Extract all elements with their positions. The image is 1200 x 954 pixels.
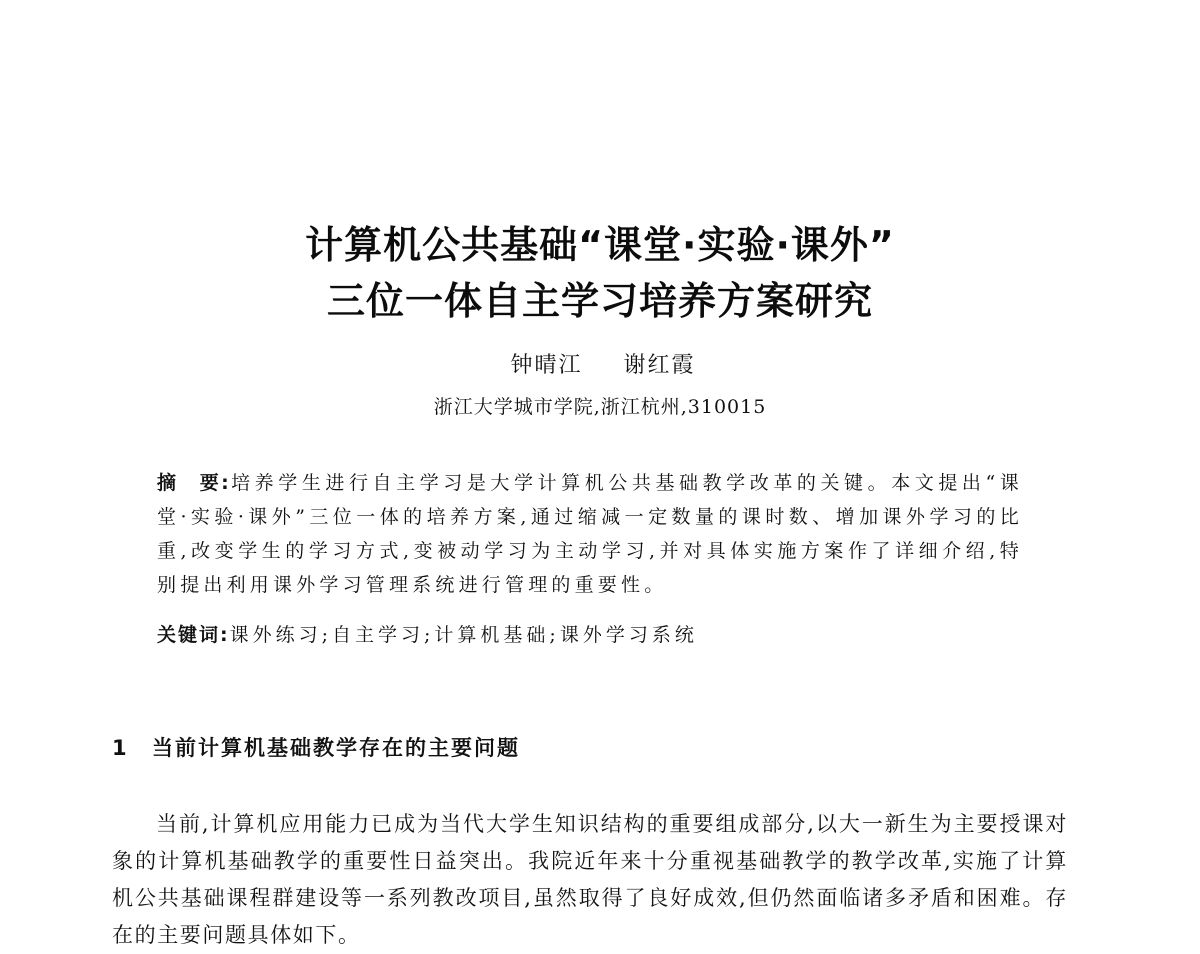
section-number: 1 — [112, 736, 129, 760]
author-list — [0, 348, 1200, 379]
section-title: 当前计算机基础教学存在的主要问题 — [152, 736, 520, 760]
keywords-text: 课外练习;自主学习;计算机基础;课外学习系统 — [229, 624, 698, 646]
abstract — [157, 466, 1023, 602]
keywords — [157, 620, 1023, 647]
paper-title-line-2: 三位一体自主学习培养方案研究 — [326, 279, 873, 323]
abstract-text: 培养学生进行自主学习是大学计算机公共基础教学改革的关键。本文提出“课堂·实验·课外”三位一体的培养方案,通过缩减一定数量的课时数、增加课外学习的比重,改变学生的学习方式,变被动学习为主动学习,并对具体实施方案作了详细介绍,特别提出利用课外学习管理系统进行管理的重要性。 — [157, 472, 1023, 596]
paper-title-line-1: 计算机公共基础“课堂·实验·课外” — [305, 223, 895, 267]
body-paragraph: 当前,计算机应用能力已成为当代大学生知识结构的重要组成部分,以大一新生为主要授课对象的计算机基础教学的重要性日益突出。我院近年来十分重视基础教学的教学改革,实施了计算机公共基础课程群建设等一系列教改项目,虽然取得了良好成效,但仍然面临诸多矛盾和困难。存在的主要问题具体如下。 — [112, 812, 1068, 947]
author-name: 钟晴江 — [510, 353, 583, 378]
section-heading — [112, 732, 520, 762]
author-affiliation: 浙江大学城市学院,浙江杭州,310015 — [433, 396, 767, 418]
abstract-label: 摘 要: — [157, 472, 231, 494]
author-name: 谢红霞 — [623, 353, 696, 378]
keywords-label: 关键词: — [157, 624, 230, 646]
